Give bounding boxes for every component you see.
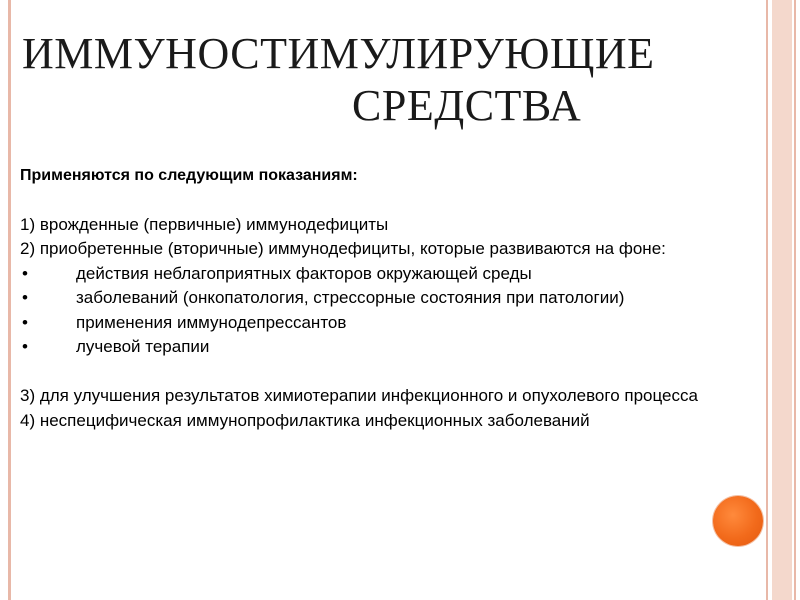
- bullet-icon: •: [22, 263, 28, 283]
- list-item-2: 2) приобретенные (вторичные) иммунодефициты, которые развиваются на фоне:: [20, 239, 666, 258]
- list-item-3: 3) для улучшения результатов химиотерапии инфекционного и опухолевого процесса: [20, 386, 698, 405]
- title-line-2: СРЕДСТВА: [352, 81, 582, 130]
- list-item-1: 1) врожденные (первичные) иммунодефициты: [20, 214, 389, 234]
- lead-text: Применяются по следующим показаниям:: [20, 167, 358, 184]
- slide-title: [22, 28, 762, 132]
- bullet-icon: •: [22, 288, 28, 307]
- bullet-text: заболеваний (онкопатология, стрессорные состояния при патологии): [76, 288, 625, 307]
- bullet-text: лучевой терапии: [76, 337, 210, 356]
- bullet-icon: •: [22, 312, 28, 332]
- bullet-text: действия неблагоприятных факторов окружающей среды: [76, 263, 532, 283]
- bullet-item: [20, 286, 780, 311]
- bullet-icon: •: [22, 337, 28, 356]
- title-line-1: ИММУНОСТИМУЛИРУЮЩИЕ: [22, 29, 655, 78]
- spacer: [20, 360, 780, 385]
- orange-circle-decor: [713, 496, 763, 546]
- bullet-item: [20, 311, 780, 336]
- list-item-4: 4) неспецифическая иммунопрофилактика инфекционных заболеваний: [20, 410, 590, 430]
- left-decor-line: [8, 0, 11, 600]
- bullet-text: применения иммунодепрессантов: [76, 312, 347, 332]
- bullet-item: [20, 262, 780, 287]
- slide-body: [20, 164, 780, 433]
- bullet-item: [20, 335, 780, 360]
- right-decor-edge: [794, 0, 796, 600]
